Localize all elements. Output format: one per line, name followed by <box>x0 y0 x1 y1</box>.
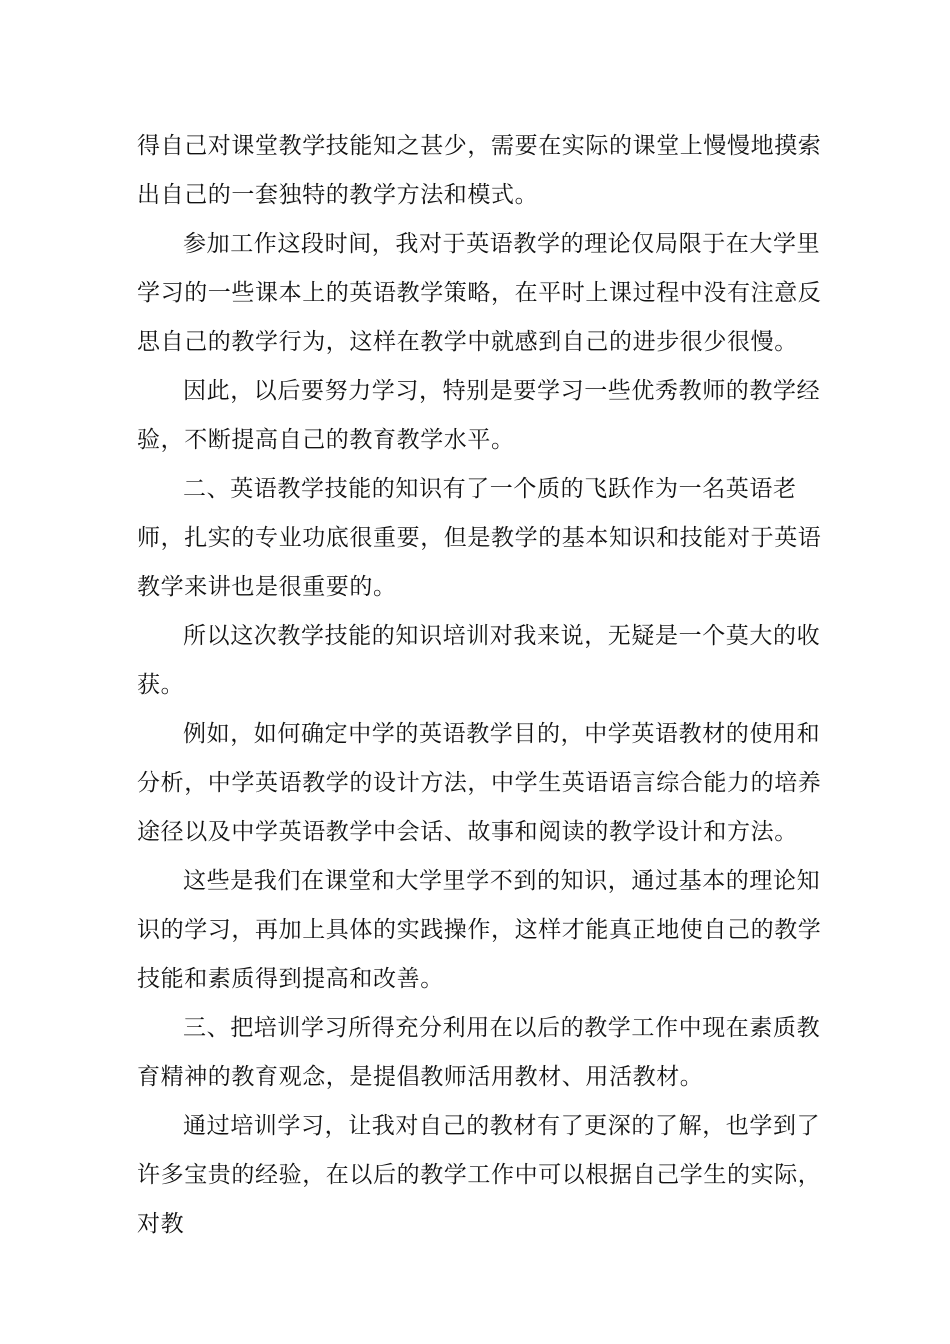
paragraph-4: 二、英语教学技能的知识有了一个质的飞跃作为一名英语老师，扎实的专业功底很重要，但是教学的基本知识和技能对于英语教学来讲也是很重要的。 <box>137 476 822 600</box>
paragraph-6: 例如，如何确定中学的英语教学目的，中学英语教材的使用和分析，中学英语教学的设计方法，中学生英语语言综合能力的培养途径以及中学英语教学中会话、故事和阅读的教学设计和方法。 <box>137 721 822 845</box>
paragraph-2: 参加工作这段时间，我对于英语教学的理论仅局限于在大学里学习的一些课本上的英语教学策略，在平时上课过程中没有注意反思自己的教学行为，这样在教学中就感到自己的进步很少很慢。 <box>137 231 822 355</box>
paragraph-8: 三、把培训学习所得充分利用在以后的教学工作中现在素质教育精神的教育观念，是提倡教师活用教材、用活教材。 <box>137 1015 821 1090</box>
paragraph-1: 得自己对课堂教学技能知之甚少，需要在实际的课堂上慢慢地摸索出自己的一套独特的教学方法和模式。 <box>137 133 822 208</box>
paragraph-7: 这些是我们在课堂和大学里学不到的知识，通过基本的理论知识的学习，再加上具体的实践操作，这样才能真正地使自己的教学技能和素质得到提高和改善。 <box>137 868 822 992</box>
paragraph-9: 通过培训学习，让我对自己的教材有了更深的了解，也学到了许多宝贵的经验，在以后的教学工作中可以根据自己学生的实际，对教 <box>137 1113 822 1237</box>
paragraph-5: 所以这次教学技能的知识培训对我来说，无疑是一个莫大的收获。 <box>137 623 821 698</box>
document-body <box>137 122 827 1249</box>
paragraph-3: 因此，以后要努力学习，特别是要学习一些优秀教师的教学经验，不断提高自己的教育教学水平。 <box>137 378 821 453</box>
